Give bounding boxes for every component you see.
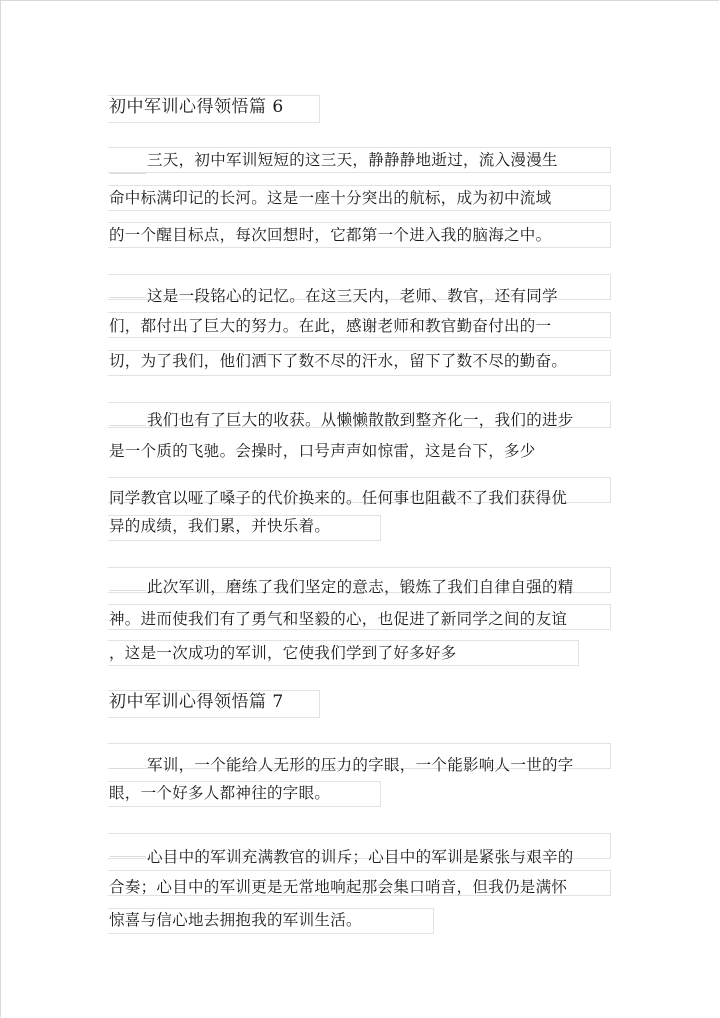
paragraph-line: 合奏；心目中的军训更是无常地响起那会集口哨音，但我仍是满怀 (109, 878, 568, 896)
paragraph-line: 异的成绩，我们累，并快乐着。 (109, 517, 331, 535)
paragraph-line: 心目中的军训充满教官的训斥；心目中的军训是紧张与艰辛的 (147, 848, 574, 866)
paragraph-line: 神。进而使我们有了勇气和坚毅的心，也促进了新同学之间的友谊 (109, 610, 568, 628)
paragraph-line: 三天，初中军训短短的这三天，静静静地逝过，流入漫漫生 (147, 151, 558, 169)
section-heading: 初中军训心得领悟篇 6 (109, 97, 284, 117)
paragraph-line: ，这是一次成功的军训，它使我们学到了好多好多 (109, 644, 457, 662)
paragraph-line: 们，都付出了巨大的努力。在此，感谢老师和教官勤奋付出的一 (109, 317, 552, 335)
paragraph-line: 眼，一个好多人都神往的字眼。 (109, 784, 331, 802)
paragraph-line: 切，为了我们，他们洒下了数不尽的汗水，留下了数不尽的勤奋。 (109, 352, 568, 370)
paragraph-line: 惊喜与信心地去拥抱我的军训生活。 (109, 911, 362, 929)
indent-rule (110, 425, 146, 426)
paragraph-line: 同学教官以哑了嗓子的代价换来的。任何事也阻截不了我们获得优 (109, 489, 568, 507)
paragraph-line: 是一个质的飞驰。会操时，口号声声如惊雷，这是台下，多少 (109, 442, 536, 460)
paragraph-line: 我们也有了巨大的收获。从懒懒散散到整齐化一，我们的进步 (147, 411, 574, 429)
indent-rule (110, 768, 146, 769)
paragraph-line: 此次军训，磨练了我们坚定的意志，锻炼了我们自律自强的精 (147, 578, 574, 596)
section-heading: 初中军训心得领悟篇 7 (109, 692, 284, 712)
paragraph-line: 这是一段铭心的记忆。在这三天内，老师、教官，还有同学 (147, 287, 558, 305)
paragraph-line: 的一个醒目标点，每次回想时，它都第一个进入我的脑海之中。 (109, 226, 552, 244)
indent-rule (110, 856, 146, 857)
indent-rule (110, 590, 146, 591)
paragraph-line: 命中标满印记的长河。这是一座十分突出的航标，成为初中流域 (109, 189, 552, 207)
indent-rule (110, 297, 146, 298)
indent-rule (110, 173, 146, 174)
paragraph-line: 军训，一个能给人无形的压力的字眼，一个能影响人一世的字 (147, 756, 574, 774)
